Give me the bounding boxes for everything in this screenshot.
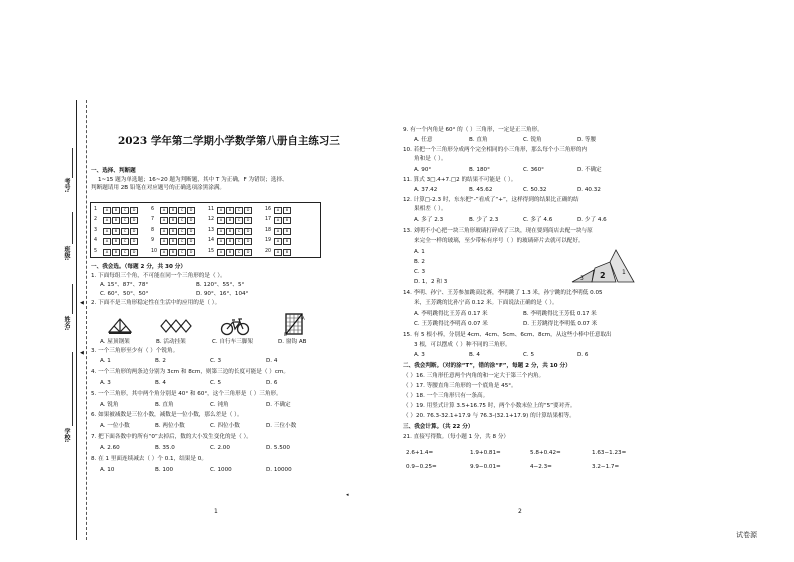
- option: C. 50.32: [523, 187, 547, 193]
- calc-item: 9.9−0.01=: [470, 464, 501, 470]
- calc-item: 4−2.3=: [530, 464, 552, 470]
- judge-item: （ ）19. 用竖式计算 3.5+16.75 时，两个小数末位上的“5”要对齐。: [403, 403, 576, 409]
- answer-bubble[interactable]: A: [160, 238, 168, 245]
- answer-cell: [264, 248, 320, 255]
- option: A. 1: [414, 249, 425, 255]
- option: C. 多了 4.6: [523, 217, 553, 223]
- label-class: 班级:: [63, 246, 70, 261]
- label-exam-number: 考号:: [63, 178, 70, 193]
- window-hook-picture: [284, 312, 306, 336]
- question-number: 14: [208, 238, 215, 244]
- roof-truss-picture: [108, 316, 132, 336]
- answer-bubble[interactable]: D: [130, 217, 138, 224]
- answer-grid-row: [91, 215, 320, 224]
- answer-bubble[interactable]: B: [283, 228, 291, 235]
- answer-bubble[interactable]: B: [283, 238, 291, 245]
- answer-bubble[interactable]: A: [274, 249, 282, 256]
- answer-cell: [93, 227, 149, 234]
- answer-cell: [207, 237, 263, 244]
- option: B. 2: [155, 358, 166, 364]
- answer-bubble[interactable]: D: [244, 228, 252, 235]
- answer-bubble[interactable]: C: [121, 228, 129, 235]
- broken-triangle-figure: [570, 248, 636, 284]
- option: B. 活动挂架: [156, 339, 186, 345]
- answer-bubble[interactable]: C: [178, 238, 186, 245]
- question-6: 6. 如果被减数是三位小数，减数是一位小数，那么差是（ ）。: [91, 412, 243, 418]
- question-12-cont: 果相差（ ）。: [414, 206, 447, 212]
- question-4: 4. 一个三角形的两条边分别为 3cm 和 8cm，则第三边的长度可能是（ ）cm。: [91, 369, 289, 375]
- calc-item: 0.9−0.25=: [406, 464, 437, 470]
- option: C. 60°、50°、50°: [100, 291, 149, 297]
- answer-bubble[interactable]: B: [169, 217, 177, 224]
- judge-item: （ ）20. 76.3-32.1+17.9 与 76.3-(32.1+17.9) 的计算结果相等。: [403, 413, 575, 419]
- question-number: 13: [208, 227, 215, 233]
- question-3: 3. 一个三角形至少有（ ）个锐角。: [91, 348, 179, 354]
- answer-bubble[interactable]: A: [103, 238, 111, 245]
- question-15: 15. 有 5 根小棒，分别是 4cm、4cm、5cm、6cm、8cm，从这些小棒中任意取出: [403, 332, 612, 338]
- bicycle-picture: [220, 316, 250, 336]
- question-5: 5. 一个三角形，其中两个角分别是 40° 和 60°，这个三角形是（ ）三角形。: [91, 391, 282, 397]
- option: B. 少了 2.3: [469, 217, 499, 223]
- answer-bubble[interactable]: A: [217, 217, 225, 224]
- answer-bubble[interactable]: A: [274, 217, 282, 224]
- question-number: 5: [94, 248, 98, 254]
- option: C. 2.00: [210, 445, 230, 451]
- option: B. 直角: [469, 137, 488, 143]
- answer-bubble[interactable]: B: [226, 249, 234, 256]
- option: C. 四位小数: [210, 423, 240, 429]
- answer-bubble[interactable]: B: [112, 217, 120, 224]
- question-12: 12. 计算□-2.3 时，东东把“-”看成了“+”，这样得到的结果比正确的结: [403, 197, 579, 203]
- answer-bubble[interactable]: C: [178, 217, 186, 224]
- answer-bubble[interactable]: B: [169, 238, 177, 245]
- question-number: 7: [151, 217, 155, 223]
- answer-cell: [150, 206, 206, 213]
- option: B. 李明跳得比王芳低 0.17 米: [523, 311, 597, 317]
- answer-bubble[interactable]: B: [226, 207, 234, 214]
- page-number: 1: [214, 508, 218, 515]
- answer-bubble[interactable]: D: [187, 249, 195, 256]
- option: A. 一位小数: [100, 423, 130, 429]
- answer-grid-row: [91, 236, 320, 245]
- option: B. 4: [155, 380, 166, 386]
- answer-bubble[interactable]: D: [130, 228, 138, 235]
- blank-line: [72, 212, 73, 244]
- svg-text:A: A: [302, 316, 305, 321]
- option: D. 5.500: [266, 445, 290, 451]
- answer-cell: [150, 227, 206, 234]
- instruction-text: 判断题请用 2B 铅笔在对应题号的正确选项涂黑涂满。: [91, 185, 226, 191]
- answer-bubble[interactable]: C: [121, 217, 129, 224]
- question-number: 10: [151, 248, 158, 254]
- question-number: 2: [94, 217, 98, 223]
- answer-bubble[interactable]: B: [112, 207, 120, 214]
- option: D. 王芳跳得比李明低 0.07 米: [523, 321, 598, 327]
- answer-bubble[interactable]: A: [103, 228, 111, 235]
- option: C. 锐角: [523, 137, 542, 143]
- answer-cell: [207, 206, 263, 213]
- answer-cell: [264, 227, 320, 234]
- option: B. 35.0: [155, 445, 175, 451]
- answer-cell: [93, 248, 149, 255]
- answer-cell: [93, 216, 149, 223]
- option: B. 4: [469, 352, 480, 358]
- option: B. 180°: [469, 167, 490, 173]
- answer-bubble[interactable]: B: [112, 228, 120, 235]
- question-21: 21. 直接写得数。（每小题 1 分，共 8 分）: [403, 434, 510, 440]
- option: A. 屋顶钢架: [100, 339, 130, 345]
- answer-bubble[interactable]: A: [217, 238, 225, 245]
- option: B. 两位小数: [155, 423, 185, 429]
- piece-label: 1: [622, 269, 626, 276]
- question-10-cont: 角和是（ ）。: [414, 156, 447, 162]
- section-heading: 一、选择、判断题: [91, 168, 136, 174]
- option: D. 4: [266, 358, 278, 364]
- question-number: 8: [151, 227, 155, 233]
- answer-bubble[interactable]: A: [160, 228, 168, 235]
- option: A. 1: [100, 358, 111, 364]
- option: A. 15°、87°、78°: [100, 282, 149, 288]
- option: D. 10000: [266, 467, 292, 473]
- answer-bubble[interactable]: D: [244, 217, 252, 224]
- piece-label: 3: [580, 275, 584, 282]
- option: C. 王芳跳得比李明高 0.07 米: [414, 321, 488, 327]
- question-15-cont: 3 根，可以摆成（ ）种不同的三角形。: [414, 342, 511, 348]
- answer-bubble[interactable]: B: [226, 238, 234, 245]
- answer-bubble[interactable]: D: [244, 238, 252, 245]
- option: A. 10: [100, 467, 115, 473]
- answer-bubble[interactable]: A: [103, 217, 111, 224]
- answer-bubble[interactable]: C: [121, 207, 129, 214]
- answer-bubble[interactable]: A: [217, 228, 225, 235]
- judge-item: （ ）17. 等腰直角三角形的一个底角是 45°。: [403, 383, 517, 389]
- option: C. 3: [414, 269, 426, 275]
- answer-grid-row: [91, 247, 320, 256]
- option: D. 6: [266, 380, 278, 386]
- blank-line: [72, 284, 73, 314]
- svg-text:B: B: [284, 332, 287, 336]
- question-9: 9. 有一个内角是 60° 的（ ）三角形，一定是正三角形。: [403, 127, 543, 133]
- calc-item: 3.2−1.7=: [592, 464, 620, 470]
- answer-bubble[interactable]: D: [130, 249, 138, 256]
- piece-label: 2: [600, 271, 606, 280]
- question-2: 2. 下面不是三角形稳定性在生活中的应用的是（ ）。: [91, 300, 221, 306]
- answer-bubble[interactable]: B: [283, 207, 291, 214]
- option: D. 6: [577, 352, 589, 358]
- answer-bubble[interactable]: D: [244, 207, 252, 214]
- answer-bubble[interactable]: C: [235, 207, 243, 214]
- answer-cell: [150, 248, 206, 255]
- answer-cell: [264, 216, 320, 223]
- option: D. 窗钩 AB: [278, 339, 307, 345]
- section-heading: 三、我会计算。（共 22 分）: [403, 424, 474, 430]
- question-number: 1: [94, 207, 98, 212]
- option: B. 100: [155, 467, 174, 473]
- section-heading: 一、我会选。（每题 2 分，共 30 分）: [91, 264, 186, 270]
- judge-item: （ ）16. 三角形任意两个内角的和一定大于第三个内角。: [403, 373, 545, 379]
- answer-bubble[interactable]: D: [187, 207, 195, 214]
- folding-rack-picture: [160, 316, 194, 336]
- option: C. 5: [523, 352, 535, 358]
- question-number: 4: [94, 238, 98, 244]
- option: D. 等腰: [577, 137, 597, 143]
- option: A. 2.60: [100, 445, 120, 451]
- question-10: 10. 若把一个三角形分成两个完全相同的小三角形，那么每个小三角形的内: [403, 147, 588, 153]
- question-number: 11: [208, 207, 215, 212]
- question-number: 12: [208, 217, 215, 223]
- answer-bubble[interactable]: B: [283, 249, 291, 256]
- question-13: 13. 刘明不小心把一块三角形玻璃打碎成了三块，现在要到商店去配一块与原: [403, 228, 593, 234]
- question-7: 7. 把下面各数中的所有“0”去掉后，数的大小发生变化的是（ ）。: [91, 434, 252, 440]
- answer-bubble[interactable]: D: [187, 238, 195, 245]
- answer-bubble[interactable]: B: [169, 207, 177, 214]
- question-number: 9: [151, 238, 155, 244]
- answer-bubble[interactable]: C: [178, 249, 186, 256]
- answer-cell: [93, 206, 149, 213]
- question-14: 14. 李明、孙宁、王芳参加跳高比赛，李明跳了 1.3 米，孙宁跳的比李明低 0.05: [403, 290, 603, 296]
- option: A. 3: [100, 380, 111, 386]
- answer-bubble[interactable]: B: [226, 228, 234, 235]
- blank-line: [72, 148, 73, 178]
- option: A. 锐角: [100, 402, 119, 408]
- answer-bubble[interactable]: A: [160, 207, 168, 214]
- label-name: 姓名:: [63, 316, 70, 331]
- option: B. 直角: [155, 402, 174, 408]
- answer-bubble[interactable]: A: [103, 249, 111, 256]
- answer-sheet-grid: [90, 202, 321, 258]
- answer-bubble[interactable]: B: [226, 217, 234, 224]
- answer-bubble[interactable]: A: [274, 238, 282, 245]
- question-11: 11. 算式 3□.4+7.□2 的结果不可能是（ ）。: [403, 177, 517, 183]
- question-8: 8. 在 1 里面连续减去（ ）个 0.1，结果是 0。: [91, 456, 207, 462]
- option: D. 不确定: [577, 167, 602, 173]
- option: C. 360°: [523, 167, 544, 173]
- calc-item: 1.9+0.81=: [470, 450, 501, 456]
- question-number: 17: [265, 217, 272, 223]
- answer-bubble[interactable]: A: [274, 207, 282, 214]
- answer-bubble[interactable]: B: [169, 228, 177, 235]
- answer-grid-row: [91, 226, 320, 235]
- option: A. 多了 2.3: [414, 217, 444, 223]
- answer-bubble[interactable]: D: [130, 238, 138, 245]
- option: C. 自行车三脚架: [212, 339, 254, 345]
- answer-bubble[interactable]: C: [235, 249, 243, 256]
- answer-cell: [264, 237, 320, 244]
- question-number: 16: [265, 207, 272, 212]
- answer-bubble[interactable]: D: [130, 207, 138, 214]
- answer-cell: [207, 248, 263, 255]
- calc-item: 2.6+1.4=: [406, 450, 434, 456]
- option: D. 少了 4.6: [577, 217, 607, 223]
- answer-bubble[interactable]: C: [178, 228, 186, 235]
- question-1: 1. 下面每组三个角，不可能在同一个三角形的是（ ）。: [91, 273, 226, 279]
- option: D. 40.32: [577, 187, 601, 193]
- question-number: 18: [265, 227, 272, 233]
- answer-bubble[interactable]: C: [235, 228, 243, 235]
- answer-bubble[interactable]: C: [121, 238, 129, 245]
- section-heading: 二、我会判断。（对的涂“T”，错的涂“F”，每题 2 分，共 10 分）: [403, 363, 571, 369]
- answer-cell: [207, 227, 263, 234]
- calc-item: 5.8+0.42=: [530, 450, 561, 456]
- answer-grid-row: [91, 205, 320, 214]
- answer-bubble[interactable]: D: [187, 217, 195, 224]
- option: D. 不确定: [266, 402, 291, 408]
- question-13-cont: 来完全一样的玻璃，至少带标有序号（ ）的玻璃碎片去就可以配好。: [414, 238, 584, 244]
- answer-bubble[interactable]: B: [283, 217, 291, 224]
- question-number: 19: [265, 238, 272, 244]
- blank-line: [72, 352, 73, 426]
- option: A. 3: [414, 352, 425, 358]
- option: C. 钝角: [210, 402, 229, 408]
- answer-bubble[interactable]: C: [235, 238, 243, 245]
- option: C. 3: [210, 358, 222, 364]
- answer-cell: [207, 216, 263, 223]
- option: A. 37.42: [414, 187, 438, 193]
- answer-bubble[interactable]: B: [112, 249, 120, 256]
- answer-cell: [93, 237, 149, 244]
- answer-bubble[interactable]: D: [187, 228, 195, 235]
- answer-bubble[interactable]: A: [160, 249, 168, 256]
- watermark: 试卷源: [736, 531, 757, 539]
- option: C. 5: [210, 380, 222, 386]
- option: C. 1000: [210, 467, 232, 473]
- answer-cell: [150, 216, 206, 223]
- option: B. 120°、55°、5°: [196, 282, 245, 288]
- answer-bubble[interactable]: A: [217, 207, 225, 214]
- question-number: 6: [151, 207, 155, 212]
- option: B. 2: [414, 259, 425, 265]
- answer-bubble[interactable]: B: [112, 238, 120, 245]
- answer-bubble[interactable]: D: [244, 249, 252, 256]
- option: D. 90°、16°、104°: [196, 291, 249, 297]
- answer-bubble[interactable]: C: [235, 217, 243, 224]
- answer-cell: [264, 206, 320, 213]
- option: B. 45.62: [469, 187, 493, 193]
- page-title: 2023 学年第二学期小学数学第八册自主练习三: [118, 135, 340, 147]
- answer-bubble[interactable]: A: [103, 207, 111, 214]
- answer-bubble[interactable]: B: [169, 249, 177, 256]
- label-school: 学校:: [63, 428, 70, 443]
- question-number: 20: [265, 248, 272, 254]
- instruction-text: 1~15 题为单选题；16~20 题为判断题，其中 T 为正确，F 为错误；选择、: [98, 177, 288, 183]
- question-number: 15: [208, 248, 215, 254]
- question-14-cont: 米，王芳跳的比孙宁高 0.12 米。下面说法正确的是（ ）。: [414, 300, 558, 306]
- answer-bubble[interactable]: C: [178, 207, 186, 214]
- option: A. 任意: [414, 137, 433, 143]
- judge-item: （ ）18. 一个三角形只有一条高。: [403, 393, 489, 399]
- option: A. 李明跳得比王芳高 0.17 米: [414, 311, 488, 317]
- calc-item: 1.63−1.23=: [592, 450, 627, 456]
- page-number: 2: [518, 508, 522, 515]
- option: D. 三位小数: [266, 423, 297, 429]
- option: D. 1，2 和 3: [414, 279, 448, 285]
- option: A. 90°: [414, 167, 432, 173]
- question-number: 3: [94, 227, 98, 233]
- answer-cell: [150, 237, 206, 244]
- answer-bubble[interactable]: A: [160, 217, 168, 224]
- answer-bubble[interactable]: A: [274, 228, 282, 235]
- answer-bubble[interactable]: A: [217, 249, 225, 256]
- answer-bubble[interactable]: C: [121, 249, 129, 256]
